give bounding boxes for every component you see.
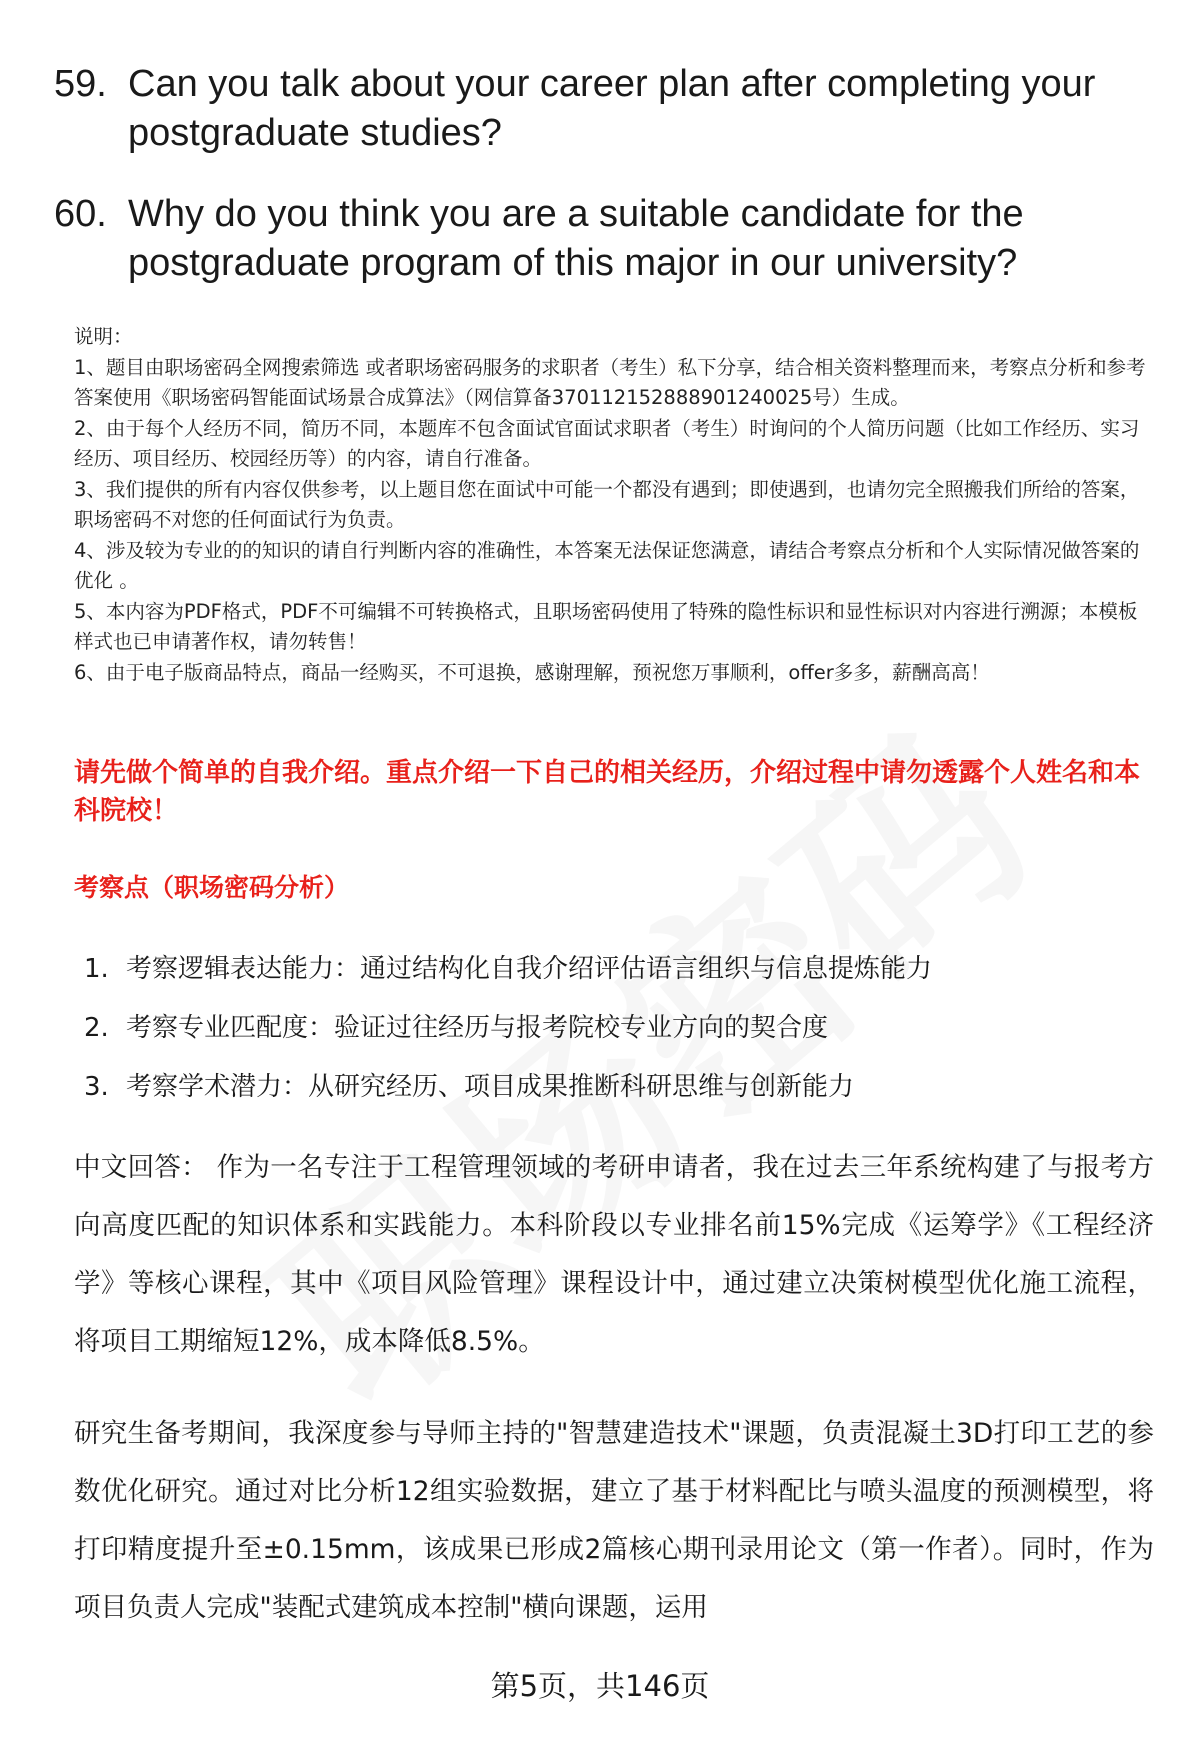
question-60	[54, 190, 1164, 288]
note-item: 4、涉及较为专业的的知识的请自行判断内容的准确性，本答案无法保证您满意，请结合考察点分析和个人实际情况做答案的优化 。	[74, 538, 1140, 592]
question-59	[54, 60, 1164, 158]
analysis-heading: 考察点（职场密码分析）	[74, 873, 350, 902]
answer-paragraph-1: 中文回答： 作为一名专注于工程管理领域的考研申请者，我在过去三年系统构建了与报考方向高度匹配的知识体系和实践能力。本科阶段以专业排名前15%完成《运筹学》《工程经济学》等核心课程，其中《项目风险管理》课程设计中，通过建立决策树模型优化施工流程，将项目工期缩短12%，成本降低8.5%。	[74, 1152, 1154, 1357]
question-text: Can you talk about your career plan after completing your postgraduate studies?	[128, 63, 1096, 154]
point-number: 3.	[84, 1072, 109, 1102]
question-number: 59.	[54, 63, 107, 105]
question-text: Why do you think you are a suitable candidate for the postgraduate program of this major in our university?	[128, 193, 1024, 284]
analysis-point	[84, 940, 932, 999]
question-number: 60.	[54, 193, 107, 235]
point-text: 考察逻辑表达能力：通过结构化自我介绍评估语言组织与信息提炼能力	[126, 954, 933, 984]
notes-section	[74, 322, 1154, 688]
point-number: 2.	[84, 1013, 109, 1043]
note-item: 6、由于电子版商品特点，商品一经购买，不可退换，感谢理解，预祝您万事顺利，offer多多，薪酬高高！	[74, 660, 990, 684]
answer-paragraph-2: 研究生备考期间，我深度参与导师主持的"智慧建造技术"课题，负责混凝土3D打印工艺的参数优化研究。通过对比分析12组实验数据，建立了基于材料配比与喷头温度的预测模型，将打印精度提升至±0.15mm，该成果已形成2篇核心期刊录用论文（第一作者）。同时，作为项目负责人完成"装配式建筑成本控制"横向课题，运用	[74, 1418, 1154, 1623]
note-item: 1、题目由职场密码全网搜索筛选 或者职场密码服务的求职者（考生）私下分享，结合相关资料整理而来，考察点分析和参考答案使用《职场密码智能面试场景合成算法》（网信算备370112152888901240025号）生成。	[74, 355, 1146, 409]
note-item: 5、本内容为PDF格式，PDF不可编辑不可转换格式，且职场密码使用了特殊的隐性标识和显性标识对内容进行溯源；本模板样式也已申请著作权，请勿转售！	[74, 599, 1138, 653]
notes-title: 说明：	[74, 325, 133, 348]
point-text: 考察专业匹配度：验证过往经历与报考院校专业方向的契合度	[126, 1013, 829, 1043]
analysis-point	[84, 999, 932, 1058]
point-number: 1.	[84, 954, 109, 984]
note-item: 3、我们提供的所有内容仅供参考，以上题目您在面试中可能一个都没有遇到；即使遇到，也请勿完全照搬我们所给的答案，职场密码不对您的任何面试行为负责。	[74, 477, 1140, 531]
analysis-point	[84, 1058, 932, 1117]
point-text: 考察学术潜力：从研究经历、项目成果推断科研思维与创新能力	[126, 1072, 855, 1102]
analysis-points	[84, 940, 932, 1117]
interview-question-heading: 请先做个简单的自我介绍。重点介绍一下自己的相关经历，介绍过程中请勿透露个人姓名和本科院校！	[74, 758, 1141, 826]
note-item: 2、由于每个人经历不同，简历不同，本题库不包含面试官面试求职者（考生）时询问的个人简历问题（比如工作经历、实习经历、项目经历、校园经历等）的内容，请自行准备。	[74, 416, 1140, 470]
page-number: 第5页，共146页	[490, 1669, 710, 1703]
